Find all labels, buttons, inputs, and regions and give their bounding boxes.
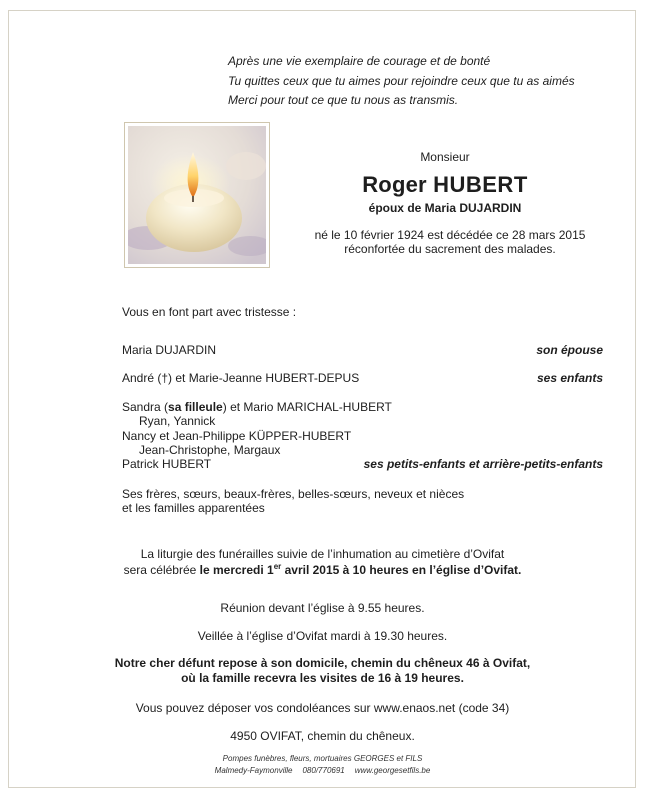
grandchild-family-1 xyxy=(122,400,392,414)
spouse-name: Maria DUJARDIN xyxy=(122,343,217,357)
grandchild-text: ) et Mario MARICHAL-HUBERT xyxy=(222,400,392,414)
funeral-home-phone: 080/770691 xyxy=(302,766,345,775)
children-relation-label: ses enfants xyxy=(536,371,603,385)
spouse-line: époux de Maria DUJARDIN xyxy=(368,201,522,215)
dates-block xyxy=(310,228,590,256)
grandchildren-relation-label: ses petits-enfants et arrière-petits-enfants xyxy=(363,457,603,471)
funeral-home-contact xyxy=(0,766,645,775)
candle-photo xyxy=(124,122,270,268)
poem xyxy=(228,52,575,111)
great-grandchildren-2: Jean-Christophe, Margaux xyxy=(139,443,281,457)
ceremony-date-text: avril 2015 à 10 heures en l’église d’Ovifat. xyxy=(281,563,522,577)
ceremony-line-2 xyxy=(0,562,645,577)
poem-line: Merci pour tout ce que tu nous as transmis. xyxy=(228,93,459,107)
deceased-surname: HUBERT xyxy=(433,172,528,197)
vigil-line: Veillée à l’église d’Ovifat mardi à 19.30 heures. xyxy=(197,629,448,643)
ordinal-suffix: er xyxy=(273,562,282,571)
goddaughter-note: sa filleule xyxy=(168,400,223,414)
spouse-relation-label: son épouse xyxy=(536,343,603,357)
ceremony-line-1: La liturgie des funérailles suivie de l’inhumation au cimetière d’Ovifat xyxy=(140,547,505,561)
honorific: Monsieur xyxy=(420,150,470,164)
ceremony-text: sera célébrée xyxy=(123,563,200,577)
sacrament-line: réconfortée du sacrement des malades. xyxy=(344,242,556,256)
funeral-home-website: www.georgesetfils.be xyxy=(354,766,431,775)
birth-death-dates: né le 10 février 1924 est décédée ce 28 mars 2015 xyxy=(314,228,586,242)
candle-illustration xyxy=(128,126,266,264)
deceased-first-name: Roger xyxy=(362,172,427,197)
children-names: André (†) et Marie-Jeanne HUBERT-DEPUS xyxy=(122,371,360,385)
reunion-line: Réunion devant l’église à 9.55 heures. xyxy=(220,601,425,615)
ceremony-date-text: le mercredi 1 xyxy=(199,563,274,577)
great-grandchildren-1: Ryan, Yannick xyxy=(139,414,216,428)
grandchild-text: Sandra ( xyxy=(122,400,169,414)
funeral-home-line: Pompes funèbres, fleurs, mortuaires GEORGES et FILS xyxy=(222,754,423,763)
grandchild-family-2: Nancy et Jean-Philippe KÜPPER-HUBERT xyxy=(122,429,352,443)
ceremony-date xyxy=(200,563,522,577)
poem-line: Tu quittes ceux que tu aimes pour rejoindre ceux que tu as aimés xyxy=(228,73,575,88)
rest-line-1: Notre cher défunt repose à son domicile, chemin du chêneux 46 à Ovifat, xyxy=(114,656,531,670)
intro-text: Vous en font part avec tristesse : xyxy=(122,305,297,319)
funeral-home-town: Malmedy-Faymonville xyxy=(214,766,293,775)
condolences-line: Vous pouvez déposer vos condoléances sur www.enaos.net (code 34) xyxy=(135,701,510,715)
extended-family-line: Ses frères, sœurs, beaux-frères, belles-sœurs, neveux et nièces xyxy=(122,487,465,501)
grandchild-family-3: Patrick HUBERT xyxy=(122,457,212,471)
rest-line-2: où la famille recevra les visites de 16 à 19 heures. xyxy=(181,671,464,685)
address-line: 4950 OVIFAT, chemin du chêneux. xyxy=(230,729,415,743)
deceased-name xyxy=(270,172,620,198)
extended-family-line: et les familles apparentées xyxy=(122,501,265,515)
poem-line: Après une vie exemplaire de courage et de bonté xyxy=(228,54,491,68)
